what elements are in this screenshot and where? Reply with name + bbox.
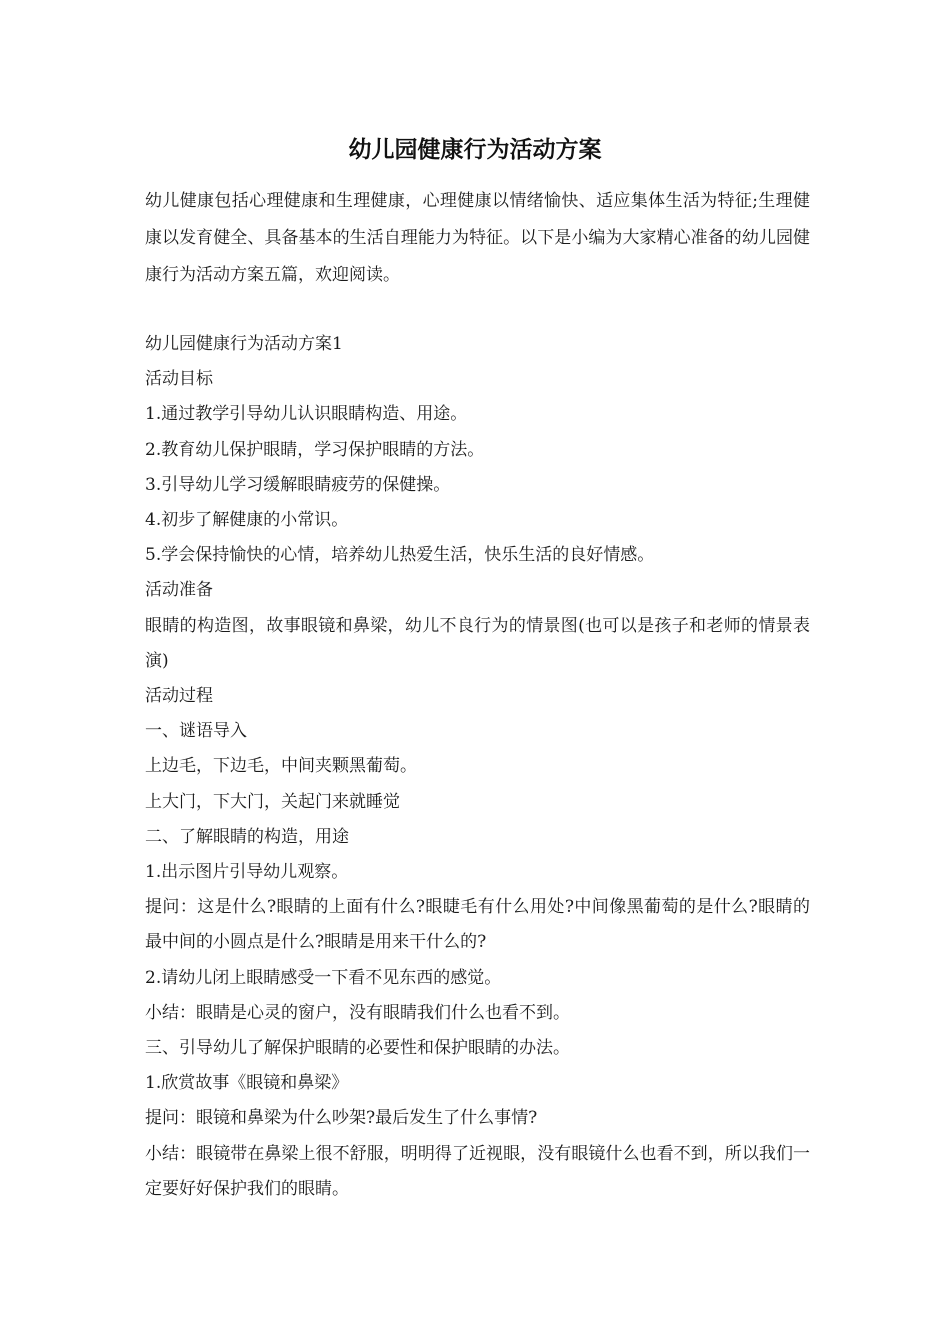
- goal-item: 5.学会保持愉快的心情，培养幼儿热爱生活，快乐生活的良好情感。: [145, 545, 655, 566]
- process-item: 1.出示图片引导幼儿观察。: [145, 862, 349, 883]
- goal-item: 4.初步了解健康的小常识。: [145, 510, 349, 531]
- document-title: 幼儿园健康行为活动方案: [348, 136, 602, 163]
- question-text: 提问：眼镜和鼻梁为什么吵架?最后发生了什么事情?: [145, 1108, 538, 1129]
- subheading-preparation: 活动准备: [145, 580, 213, 601]
- goal-item: 1.通过教学引导幼儿认识眼睛构造、用途。: [145, 404, 468, 425]
- document-body: [145, 327, 810, 1207]
- summary-text: 小结：眼睛是心灵的窗户，没有眼睛我们什么也看不到。: [145, 1002, 570, 1023]
- intro-paragraph: 幼儿健康包括心理健康和生理健康，心理健康以情绪愉快、适应集体生活为特征;生理健康以发育健全、具备基本的生活自理能力为特征。以下是小编为大家精心准备的幼儿园健康行为活动方案五篇，欢迎阅读。: [145, 191, 810, 285]
- process-item: 2.请幼儿闭上眼睛感受一下看不见东西的感觉。: [145, 967, 502, 988]
- riddle-line: 上大门，下大门，关起门来就睡觉: [145, 791, 400, 812]
- section-heading: 幼儿园健康行为活动方案1: [145, 334, 343, 354]
- preparation-text: 眼睛的构造图，故事眼镜和鼻梁，幼儿不良行为的情景图(也可以是孩子和老师的情景表演): [145, 615, 810, 671]
- question-text: 提问：这是什么?眼睛的上面有什么?眼睫毛有什么用处?中间像黑葡萄的是什么?眼睛的最中间的小圆点是什么?眼睛是用来干什么的?: [145, 897, 810, 953]
- process-item: 1.欣赏故事《眼镜和鼻梁》: [145, 1073, 349, 1094]
- subheading-goals: 活动目标: [145, 369, 213, 390]
- riddle-line: 上边毛，下边毛，中间夹颗黑葡萄。: [145, 756, 417, 777]
- process-step: 二、了解眼睛的构造，用途: [145, 826, 349, 847]
- goal-item: 3.引导幼儿学习缓解眼睛疲劳的保健操。: [145, 474, 451, 495]
- goal-item: 2.教育幼儿保护眼睛，学习保护眼睛的方法。: [145, 439, 485, 460]
- process-step: 一、谜语导入: [145, 721, 247, 742]
- summary-text: 小结：眼镜带在鼻梁上很不舒服，明明得了近视眼，没有眼镜什么也看不到，所以我们一定要好好保护我们的眼睛。: [145, 1143, 810, 1199]
- subheading-process: 活动过程: [145, 686, 213, 707]
- process-step: 三、引导幼儿了解保护眼睛的必要性和保护眼睛的办法。: [145, 1038, 570, 1059]
